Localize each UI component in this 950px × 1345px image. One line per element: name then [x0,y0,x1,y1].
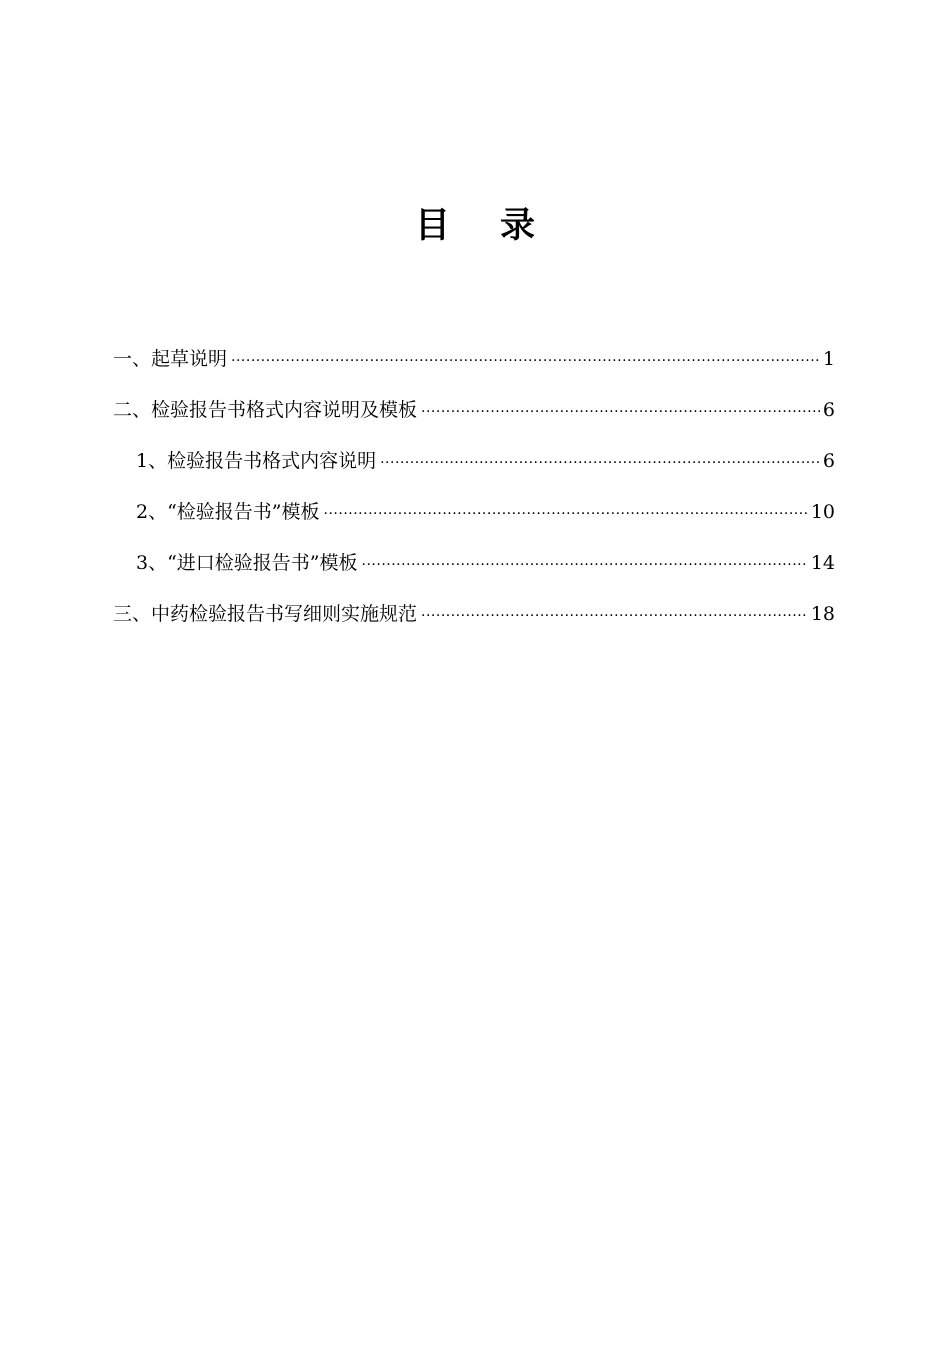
toc-entry[interactable] [113,488,835,539]
toc-entry-text: 三、中药检验报告书写细则实施规范 [113,603,418,625]
toc-entry[interactable] [113,386,835,437]
toc-page-number: 14 [810,552,835,574]
toc-page-number: 6 [822,399,835,421]
toc-entry[interactable] [113,335,835,386]
toc-entry[interactable] [113,539,835,590]
toc-page-number: 1 [822,348,835,370]
toc-entry[interactable] [113,437,835,488]
toc-page-number: 10 [810,501,835,523]
toc-title: 目录 [414,205,585,246]
dot-leader [324,490,808,538]
dot-leader [231,337,820,385]
dot-leader [421,592,808,640]
toc-page-number: 6 [822,450,835,472]
toc-entry-text: 一、起草说明 [113,348,228,370]
toc-entry[interactable] [113,590,835,641]
dot-leader [380,439,820,487]
toc-entry-text: 3、“进口检验报告书”模板 [136,552,358,574]
dot-leader [362,541,808,589]
toc-entry-text: 2、“检验报告书”模板 [136,501,320,523]
toc-page-number: 18 [810,603,835,625]
toc-list [113,335,835,641]
toc-entry-text: 二、检验报告书格式内容说明及模板 [113,399,418,421]
toc-entry-text: 1、检验报告书格式内容说明 [136,450,377,472]
dot-leader [421,388,820,436]
